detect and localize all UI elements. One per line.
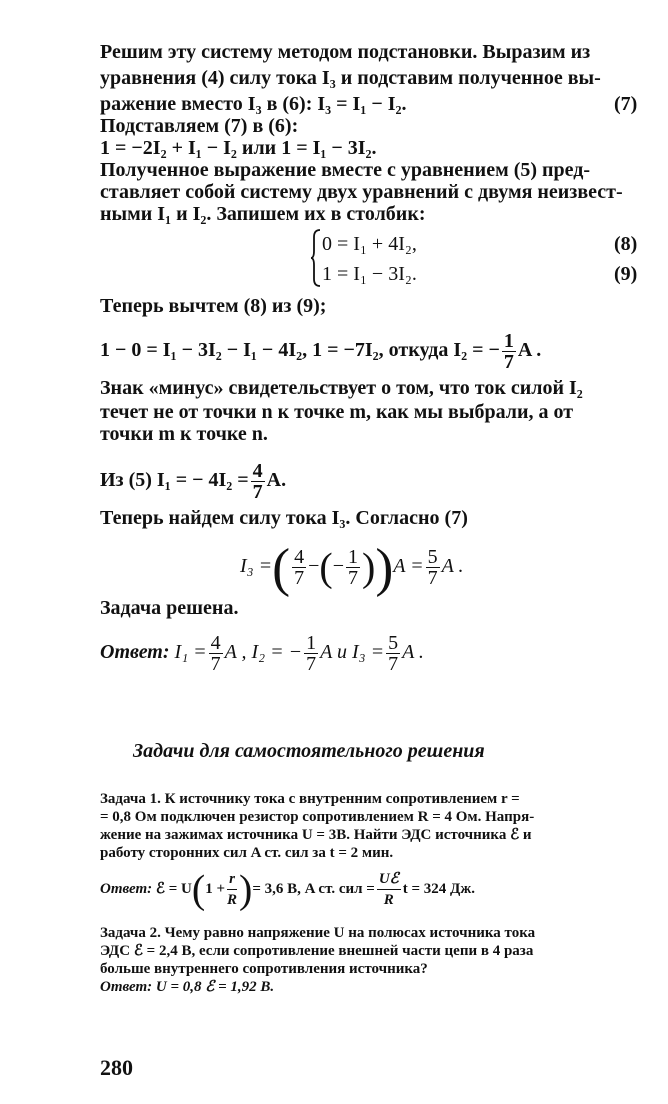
equation-text: 1 + bbox=[205, 881, 226, 897]
equation-line bbox=[100, 326, 541, 374]
equation-text: A. bbox=[266, 469, 287, 491]
equation-text: A . bbox=[441, 555, 464, 577]
denominator: 7 bbox=[294, 566, 305, 589]
text-line: Подставляем (7) в (6): bbox=[100, 115, 299, 137]
equation-number: (8) bbox=[614, 233, 638, 255]
equation-text: = 3,6 В, A ст. сил = bbox=[252, 881, 375, 897]
equation-text: Из (5) I₁ = − 4I₂ = bbox=[100, 469, 249, 491]
answer-line bbox=[100, 628, 424, 676]
text-line: ражение вместо I₃ в (6): I₃ = I₁ − I₂. bbox=[100, 93, 407, 115]
equation-text: A = bbox=[393, 555, 424, 577]
system-brace bbox=[311, 229, 321, 287]
numerator: 5 bbox=[388, 631, 399, 654]
fraction bbox=[426, 547, 440, 588]
equation-text: I₁ = bbox=[174, 641, 207, 663]
text-line: Решим эту систему методом подстановки. Выразим из bbox=[100, 41, 591, 63]
equation-text: 1 − 0 = I₁ − 3I₂ − I₁ − 4I₂, 1 = −7I₂, откуда I₂ = − bbox=[100, 339, 500, 361]
equation-line bbox=[240, 537, 464, 598]
page-number: 280 bbox=[100, 1055, 133, 1080]
paren: ( bbox=[272, 537, 291, 598]
fraction bbox=[227, 869, 237, 910]
fraction bbox=[346, 547, 360, 588]
equation-text: A и I₃ = bbox=[320, 641, 385, 663]
task-2-line: Задача 2. Чему равно напряжение U на полюсах источника тока bbox=[100, 925, 536, 941]
text-line: ставляет собой систему двух уравнений с двумя неизвест- bbox=[100, 181, 623, 203]
equation-text: ℰ = U bbox=[155, 881, 192, 897]
text-line: Теперь вычтем (8) из (9); bbox=[100, 295, 327, 317]
text-line: Полученное выражение вместе с уравнением (5) пред- bbox=[100, 159, 591, 181]
denominator: 7 bbox=[306, 652, 317, 675]
paren: ) bbox=[375, 537, 394, 598]
equation-text: A . bbox=[517, 339, 542, 361]
fraction bbox=[292, 547, 306, 588]
answer-label: Ответ: bbox=[100, 881, 153, 897]
denominator: 7 bbox=[427, 566, 438, 589]
denominator: 7 bbox=[347, 566, 358, 589]
numerator: 4 bbox=[210, 631, 221, 654]
fraction bbox=[502, 331, 516, 372]
text-line: Задача решена. bbox=[100, 597, 239, 619]
equation-text: I₃ = bbox=[240, 555, 273, 577]
numerator: 4 bbox=[294, 545, 305, 568]
denominator: R bbox=[383, 892, 394, 909]
equation-line: 1 = −2I₂ + I₁ − I₂ или 1 = I₁ − 3I₂. bbox=[100, 137, 377, 159]
text-line: ными I₁ и I₂. Запишем их в столбик: bbox=[100, 203, 426, 225]
equation-text: A , I₂ = − bbox=[224, 641, 303, 663]
paren: ( bbox=[191, 866, 206, 912]
denominator: 7 bbox=[252, 480, 263, 503]
numerator: 1 bbox=[503, 329, 514, 352]
paren: ) bbox=[239, 866, 253, 912]
equation-line bbox=[100, 456, 286, 504]
answer-label: Ответ: bbox=[100, 641, 170, 663]
task-1-line: работу сторонних сил A ст. сил за t = 2 мин. bbox=[100, 845, 394, 861]
fraction bbox=[377, 869, 401, 910]
denominator: 7 bbox=[503, 350, 514, 373]
numerator: 1 bbox=[306, 631, 317, 654]
task-1-line: жение на зажимах источника U = 3В. Найти ЭДС источника ℰ и bbox=[100, 827, 532, 843]
fraction bbox=[251, 461, 265, 502]
system-equation-8: 0 = I₁ + 4I₂, bbox=[322, 233, 417, 255]
fraction bbox=[386, 633, 400, 674]
task-1-answer bbox=[100, 866, 475, 912]
equation-text: t = 324 Дж. bbox=[402, 881, 475, 897]
equation-text: − bbox=[308, 555, 320, 577]
fraction bbox=[209, 633, 223, 674]
numerator: Uℰ bbox=[377, 869, 401, 890]
denominator: 7 bbox=[388, 652, 399, 675]
numerator: 5 bbox=[427, 545, 438, 568]
numerator: 4 bbox=[252, 459, 263, 482]
section-title: Задачи для самостоятельного решения bbox=[133, 740, 485, 762]
task-1-line: Задача 1. К источнику тока с внутренним сопротивлением r = bbox=[100, 791, 520, 807]
equation-text: A . bbox=[402, 641, 424, 663]
paren: ) bbox=[361, 544, 376, 590]
equation-number: (9) bbox=[614, 263, 638, 285]
denominator: 7 bbox=[210, 652, 221, 675]
denominator: R bbox=[227, 892, 238, 909]
equation-number: (7) bbox=[614, 93, 638, 115]
text-line: уравнения (4) силу тока I₃ и подставим полученное вы- bbox=[100, 67, 601, 89]
text-line: точки m к точке n. bbox=[100, 423, 268, 445]
numerator: r bbox=[227, 869, 237, 890]
numerator: 1 bbox=[347, 545, 358, 568]
task-2-answer: Ответ: U = 0,8 ℰ = 1,92 В. bbox=[100, 979, 275, 995]
text-line: Теперь найдем силу тока I₃. Согласно (7) bbox=[100, 507, 468, 529]
system-equation-9: 1 = I₁ − 3I₂. bbox=[322, 263, 417, 285]
task-1-line: = 0,8 Ом подключен резистор сопротивлением R = 4 Ом. Напря- bbox=[100, 809, 535, 825]
text-line: Знак «минус» свидетельствует о том, что ток силой I₂ bbox=[100, 377, 583, 399]
task-2-line: больше внутреннего сопротивления источника? bbox=[100, 961, 428, 977]
paren: ( bbox=[319, 544, 333, 590]
fraction bbox=[304, 633, 318, 674]
text-line: течет не от точки n к точке m, как мы выбрали, а от bbox=[100, 401, 574, 423]
task-2-line: ЭДС ℰ = 2,4 В, если сопротивление внешней части цепи в 4 раза bbox=[100, 943, 534, 959]
equation-text: − bbox=[332, 555, 344, 577]
